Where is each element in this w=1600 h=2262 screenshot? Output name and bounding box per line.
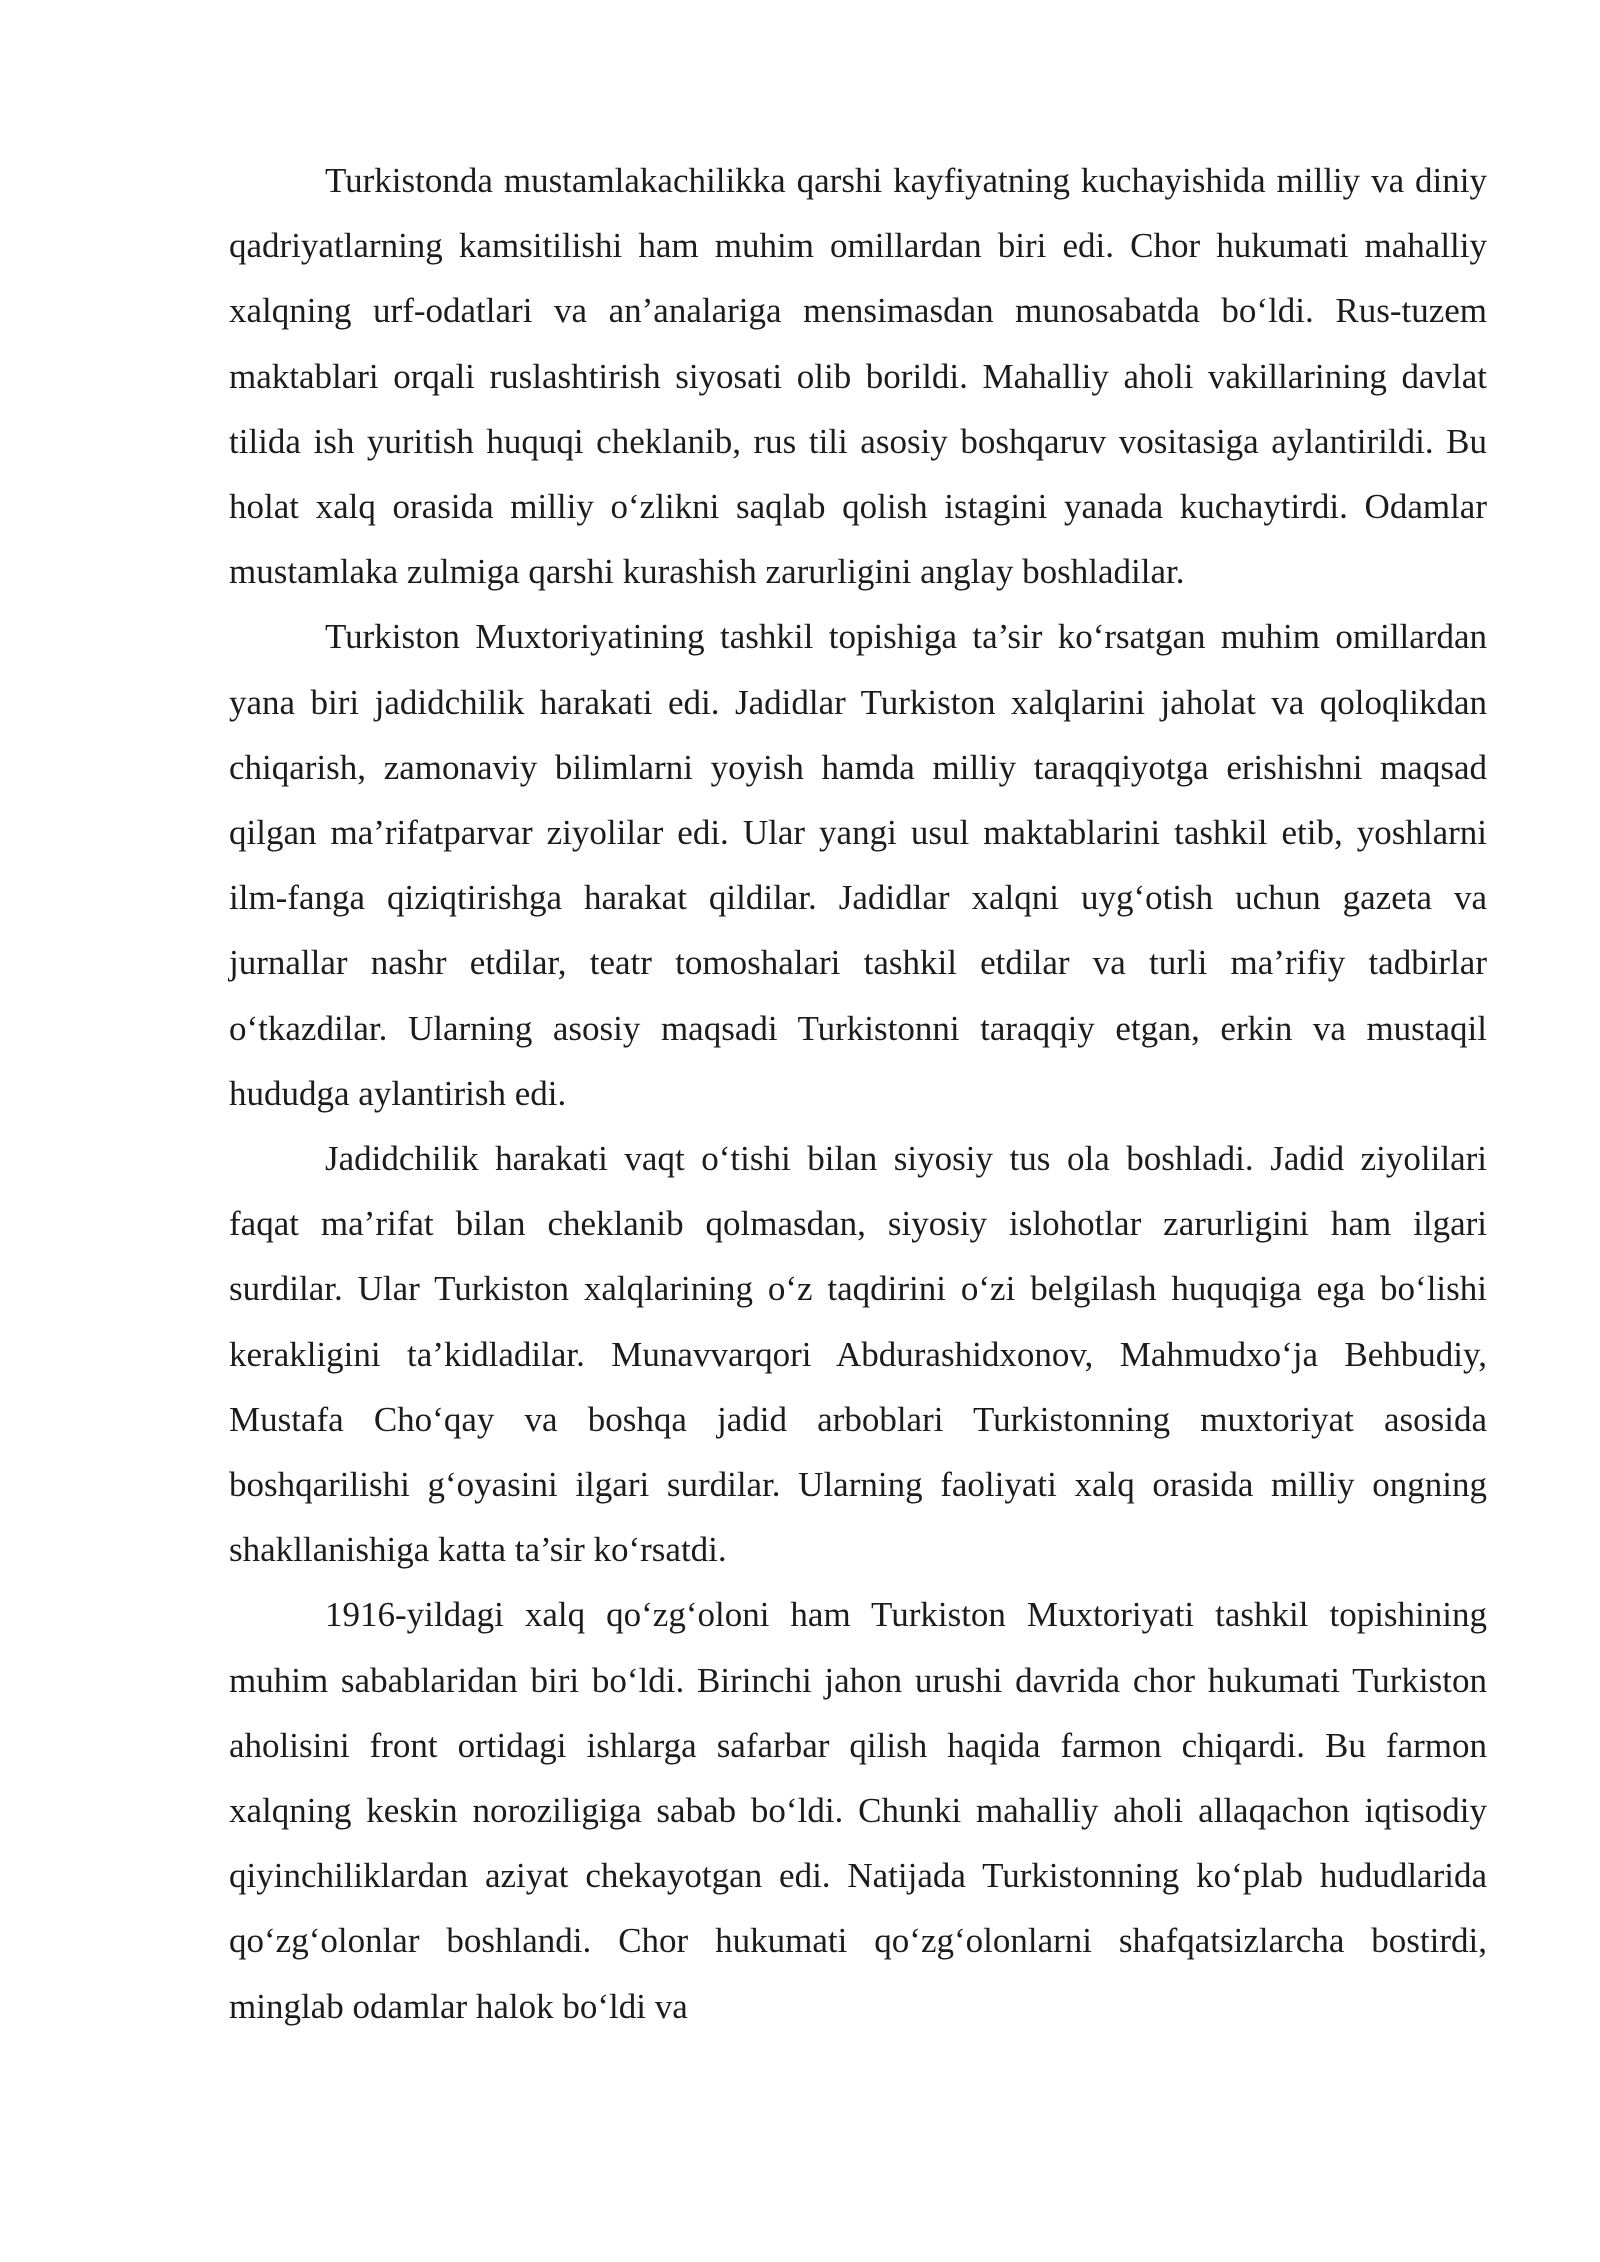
paragraph-4: 1916-yildagi xalq qo‘zg‘oloni ham Turkiston Muxtoriyati tashkil topishining muhim sabablaridan biri bo‘ldi. Birinchi jahon urushi davrida chor hukumati Turkiston aholisini front ortidagi ishlarga safarbar qilish haqida farmon chiqardi. Bu farmon xalqning keskin noroziligiga sabab bo‘ldi. Chunki mahalliy aholi allaqachon iqtisodiy qiyinchiliklardan aziyat chekayotgan edi. Natijada Turkistonning ko‘plab hududlarida qo‘zg‘olonlar boshlandi. Chor hukumati qo‘zg‘olonlarni shafqatsizlarcha bostirdi, minglab odamlar halok bo‘ldi va [229,1595,1487,2026]
paragraph-2: Turkiston Muxtoriyatining tashkil topishiga ta’sir ko‘rsatgan muhim omillardan yana biri jadidchilik harakati edi. Jadidlar Turkiston xalqlarini jaholat va qoloqlikdan chiqarish, zamonaviy bilimlarni yoyish hamda milliy taraqqiyotga erishishni maqsad qilgan ma’rifatparvar ziyolilar edi. Ular yangi usul maktablarini tashkil etib, yoshlarni ilm-fanga qiziqtirishga harakat qildilar. Jadidlar xalqni uyg‘otish uchun gazeta va jurnallar nashr etdilar, teatr tomoshalari tashkil etdilar va turli ma’rifiy tadbirlar o‘tkazdilar. Ularning asosiy maqsadi Turkistonni taraqqiy etgan, erkin va mustaqil hududga aylantirish edi. [229,617,1487,1113]
document-body [229,148,1487,2039]
paragraph-3: Jadidchilik harakati vaqt o‘tishi bilan siyosiy tus ola boshladi. Jadid ziyolilari faqat ma’rifat bilan cheklanib qolmasdan, siyosiy islohotlar zarurligini ham ilgari surdilar. Ular Turkiston xalqlarining o‘z taqdirini o‘zi belgilash huquqiga ega bo‘lishi kerakligini ta’kidladilar. Munavvarqori Abdurashidxonov, Mahmudxo‘ja Behbudiy, Mustafa Cho‘qay va boshqa jadid arboblari Turkistonning muxtoriyat asosida boshqarilishi g‘oyasini ilgari surdilar. Ularning faoliyati xalq orasida milliy ongning shakllanishiga katta ta’sir ko‘rsatdi. [229,1139,1487,1570]
paragraph-1: Turkistonda mustamlakachilikka qarshi kayfiyatning kuchayishida milliy va diniy qadriyatlarning kamsitilishi ham muhim omillardan biri edi. Chor hukumati mahalliy xalqning urf-odatlari va an’analariga mensimasdan munosabatda bo‘ldi. Rus-tuzem maktablari orqali ruslashtirish siyosati olib borildi. Mahalliy aholi vakillarining davlat tilida ish yuritish huquqi cheklanib, rus tili asosiy boshqaruv vositasiga aylantirildi. Bu holat xalq orasida milliy o‘zlikni saqlab qolish istagini yanada kuchaytirdi. Odamlar mustamlaka zulmiga qarshi kurashish zarurligini anglay boshladilar. [229,161,1487,592]
